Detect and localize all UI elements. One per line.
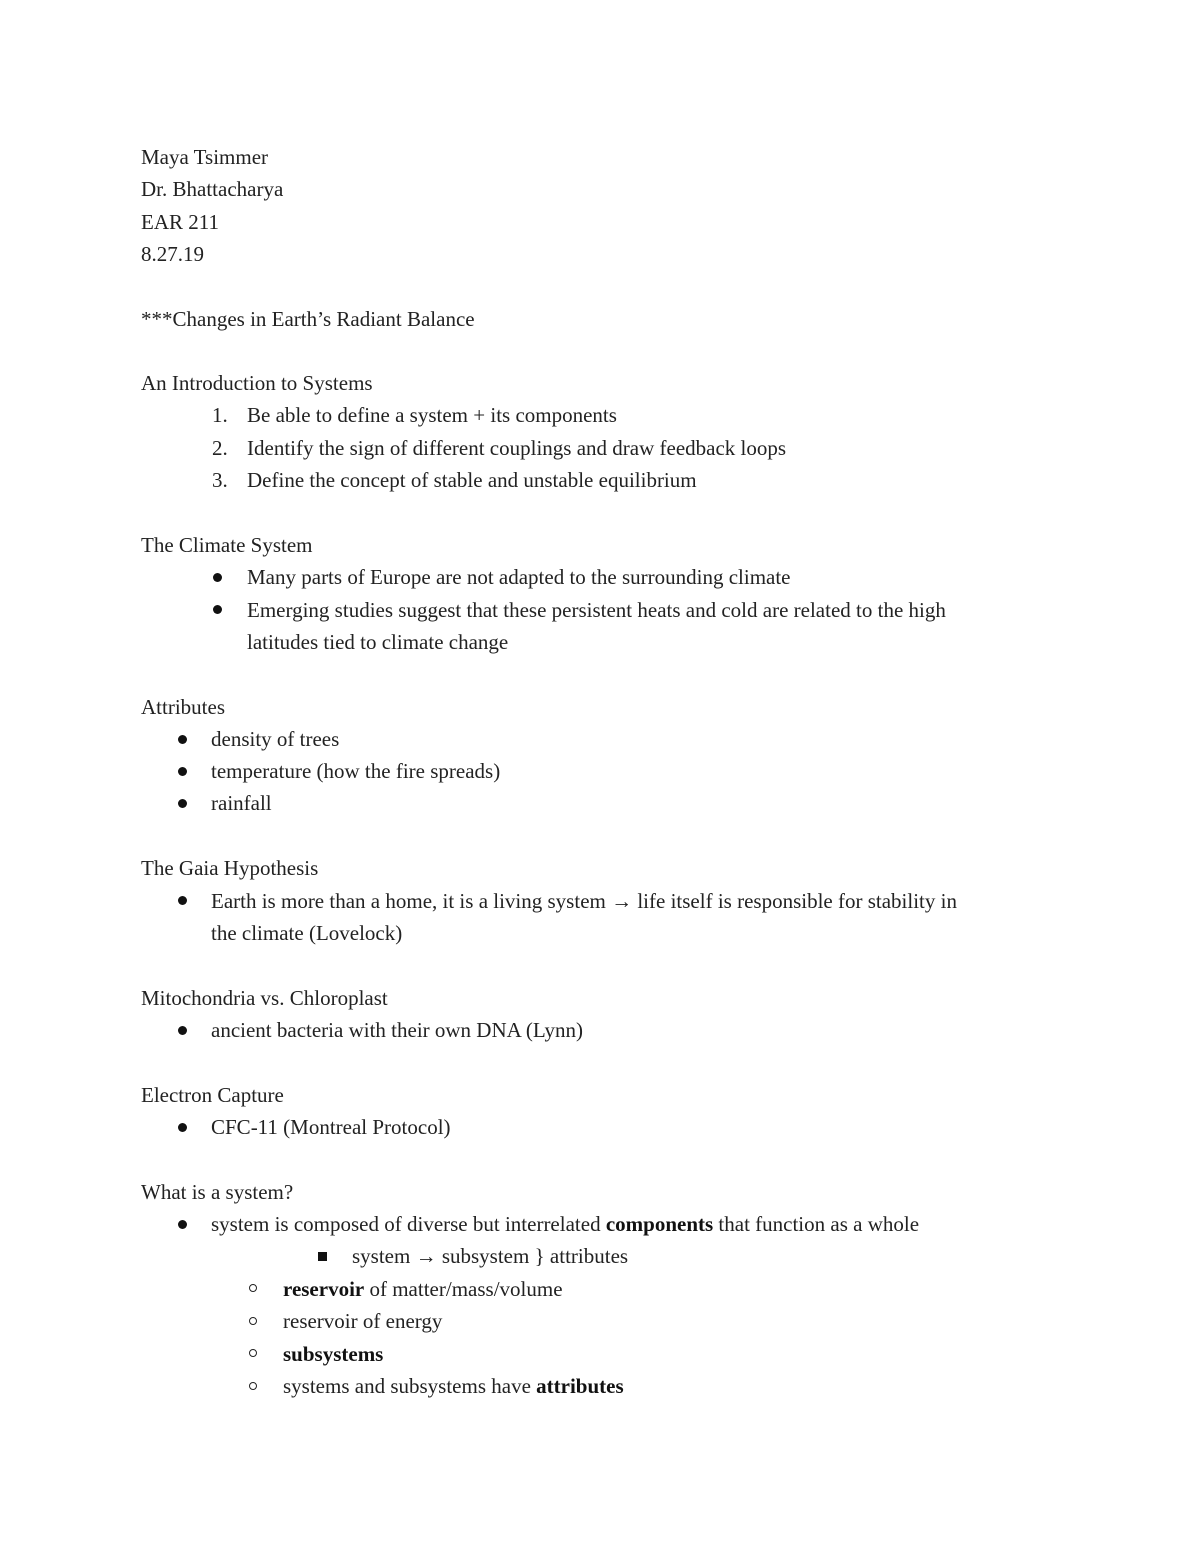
bullet-icon xyxy=(178,799,187,808)
bullet-icon xyxy=(213,573,222,582)
system-heading: What is a system? xyxy=(141,1180,294,1204)
list-item: Emerging studies suggest that these persistent heats and cold are related to the high xyxy=(247,598,946,622)
list-item: Many parts of Europe are not adapted to the surrounding climate xyxy=(247,565,791,589)
list-number: 3. xyxy=(212,468,228,492)
list-number: 2. xyxy=(212,436,228,460)
list-item: Be able to define a system + its components xyxy=(247,403,617,427)
hollow-bullet-icon xyxy=(249,1382,257,1390)
bullet-icon xyxy=(178,767,187,776)
list-item: system → subsystem } attributes xyxy=(352,1244,629,1268)
attributes-heading: Attributes xyxy=(141,695,225,719)
bullet-icon xyxy=(178,1220,187,1229)
list-item: system is composed of diverse but interrelated components that function as a whole xyxy=(211,1212,920,1236)
list-item: reservoir of matter/mass/volume xyxy=(283,1277,563,1301)
list-item: CFC-11 (Montreal Protocol) xyxy=(211,1115,451,1139)
list-item: Identify the sign of different couplings and draw feedback loops xyxy=(247,436,787,460)
bullet-icon xyxy=(178,735,187,744)
list-item-continued: latitudes tied to climate change xyxy=(247,630,509,654)
course-code: EAR 211 xyxy=(141,210,219,234)
bullet-icon xyxy=(178,1026,187,1035)
list-item: density of trees xyxy=(211,727,340,751)
square-bullet-icon xyxy=(318,1252,327,1261)
list-item: ancient bacteria with their own DNA (Lynn) xyxy=(211,1018,584,1042)
student-name: Maya Tsimmer xyxy=(141,145,269,169)
instructor-name: Dr. Bhattacharya xyxy=(141,177,284,201)
list-number: 1. xyxy=(212,403,228,427)
list-item-continued: the climate (Lovelock) xyxy=(211,921,403,945)
climate-heading: The Climate System xyxy=(141,533,313,557)
bullet-icon xyxy=(178,896,187,905)
list-item: Define the concept of stable and unstable equilibrium xyxy=(247,468,697,492)
list-item: temperature (how the fire spreads) xyxy=(211,759,501,783)
bullet-icon xyxy=(178,1123,187,1132)
gaia-heading: The Gaia Hypothesis xyxy=(141,856,319,880)
page-title: ***Changes in Earth’s Radiant Balance xyxy=(141,307,475,331)
list-item: reservoir of energy xyxy=(283,1309,443,1333)
list-item: subsystems xyxy=(283,1342,384,1366)
list-item: Earth is more than a home, it is a living system → life itself is responsible for stability in xyxy=(211,889,957,913)
list-item: rainfall xyxy=(211,791,272,815)
list-item: systems and subsystems have attributes xyxy=(283,1374,624,1398)
hollow-bullet-icon xyxy=(249,1349,257,1357)
hollow-bullet-icon xyxy=(249,1317,257,1325)
electron-heading: Electron Capture xyxy=(141,1083,284,1107)
bullet-icon xyxy=(213,605,222,614)
intro-heading: An Introduction to Systems xyxy=(141,371,373,395)
mito-heading: Mitochondria vs. Chloroplast xyxy=(141,986,388,1010)
date: 8.27.19 xyxy=(141,242,204,266)
hollow-bullet-icon xyxy=(249,1284,257,1292)
